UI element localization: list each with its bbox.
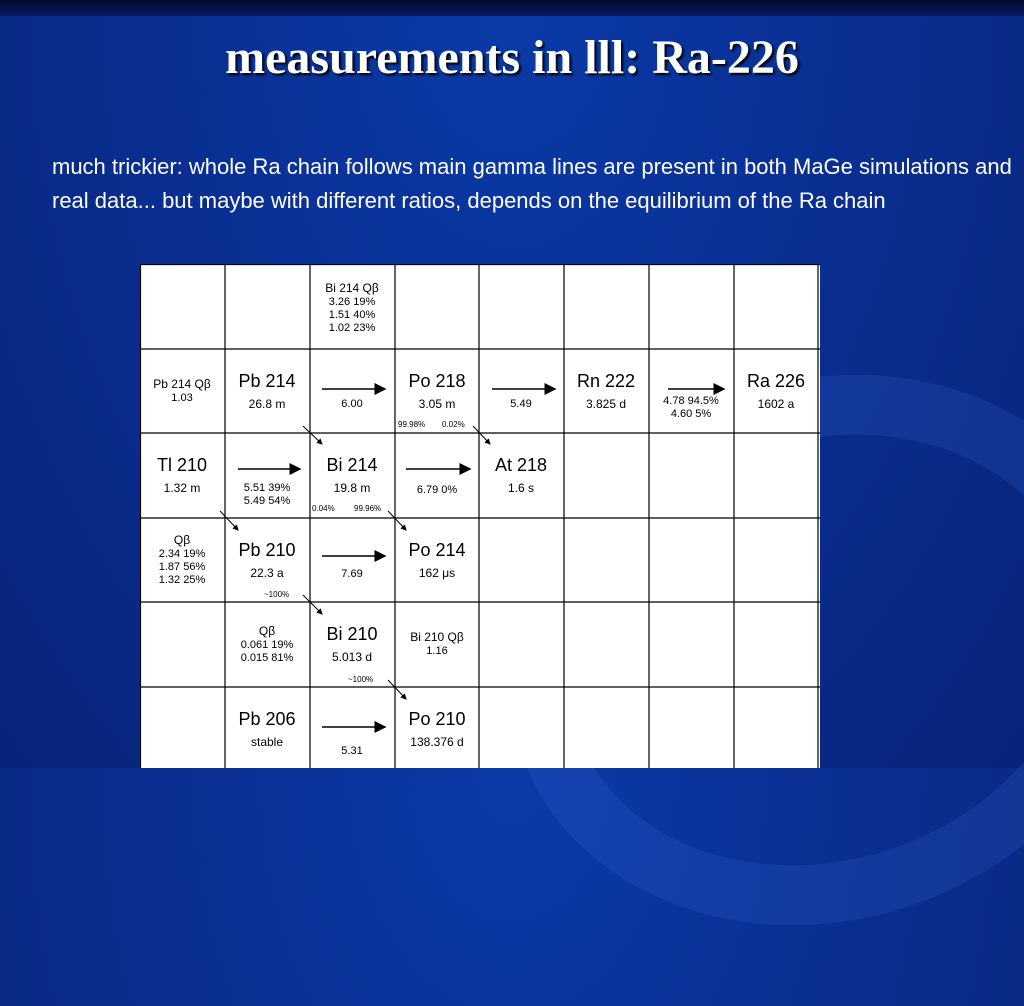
nuclide-name: Bi 210 [326,624,378,644]
nuclide-name: Bi 214 [326,455,378,475]
nuclide-pb214 [225,349,309,433]
nuclide-po214 [395,518,479,602]
half-life: 3.05 m [418,397,456,411]
gamma-line: 0.061 19% [240,638,294,651]
half-life: 1.32 m [163,481,201,495]
half-life: 19.8 m [333,481,371,495]
gamma-box-bi210 [395,602,479,686]
alpha-energy-at218-row: 6.79 0% [416,484,458,496]
gamma-line: 1.16 [426,645,448,657]
alpha-energy-line: 4.60 5% [670,408,712,420]
branching-bi214-left: 0.04% [312,504,335,513]
nuclide-name: Po 218 [408,371,466,391]
alpha-energy-line: 5.49 54% [243,495,291,507]
nuclide-name: Pb 214 [238,371,296,391]
alpha-energy-po218: 6.00 [341,398,363,410]
alpha-energy-bi214-row [225,482,309,508]
gamma-title: Bi 210 Qβ [410,630,464,644]
nuclide-name: Ra 226 [746,371,806,391]
half-life: 1.6 s [507,481,534,495]
nuclide-name: Pb 210 [238,540,296,560]
gamma-line: 1.87 56% [158,561,206,573]
nuclide-ra226 [734,349,818,433]
half-life: 26.8 m [248,397,286,411]
nuclide-tl210 [140,433,224,517]
half-life: 22.3 a [250,566,284,580]
top-bar [0,0,1024,16]
gamma-line: 2.34 19% [158,548,206,560]
alpha-energy-ra226 [649,395,733,421]
gamma-title: Pb 214 Qβ [153,377,211,391]
nuclide-name: Rn 222 [576,371,636,391]
gamma-title: Qβ [173,533,191,547]
gamma-line: 1.32 25% [158,574,206,586]
gamma-box-tl210 [140,518,224,602]
gamma-box-bi214 [310,266,394,350]
slide-title: measurements in lll: Ra-226 [225,31,799,84]
nuclide-name: Po 214 [408,540,466,560]
alpha-energy-po214: 7.69 [341,568,363,580]
alpha-energy-line: 4.78 94.5% [663,395,719,407]
gamma-title: Qβ [258,623,276,638]
branching-po218-right: 0.02% [442,420,465,429]
nuclide-bi210 [310,602,394,686]
nuclide-rn222 [564,349,648,433]
half-life: 5.013 d [331,650,373,664]
nuclide-pb206 [225,687,309,768]
gamma-title: Bi 214 Qβ [325,281,379,295]
branching-pb210: ~100% [264,590,290,599]
gamma-box-pb214 [140,349,224,433]
half-life: 1602 a [757,397,795,411]
half-life: 162 μs [418,566,456,580]
branching-po218-left: 99.98% [398,420,426,429]
half-life: 138.376 d [410,735,464,749]
gamma-box-pb210 [225,602,309,686]
nuclide-at218 [479,433,563,517]
branching-bi214-right: 99.96% [354,504,382,513]
alpha-energy-po210: 5.31 [341,745,363,757]
gamma-line: 1.03 [171,392,193,404]
half-life: stable [250,735,284,749]
nuclide-name: Tl 210 [156,455,208,475]
alpha-energy-line: 5.51 39% [243,482,291,494]
half-life: 3.825 d [585,397,627,411]
body-text: much trickier: whole Ra chain follows main gamma lines are present in both MaGe simulations and real data... but maybe with different ratios, depends on the equilibrium of the Ra chain [52,154,1012,213]
nuclide-name: At 218 [494,455,548,475]
branching-bi210: ~100% [348,675,374,684]
gamma-line: 0.015 81% [240,651,294,664]
gamma-line: 1.02 23% [328,322,376,334]
alpha-energy-rn222: 5.49 [510,398,532,410]
nuclide-name: Po 210 [408,709,466,729]
nuclide-po210 [395,687,479,768]
nuclide-name: Pb 206 [238,709,296,729]
gamma-line: 3.26 19% [328,296,376,308]
gamma-line: 1.51 40% [328,309,376,321]
decay-chain-chart [140,264,820,768]
